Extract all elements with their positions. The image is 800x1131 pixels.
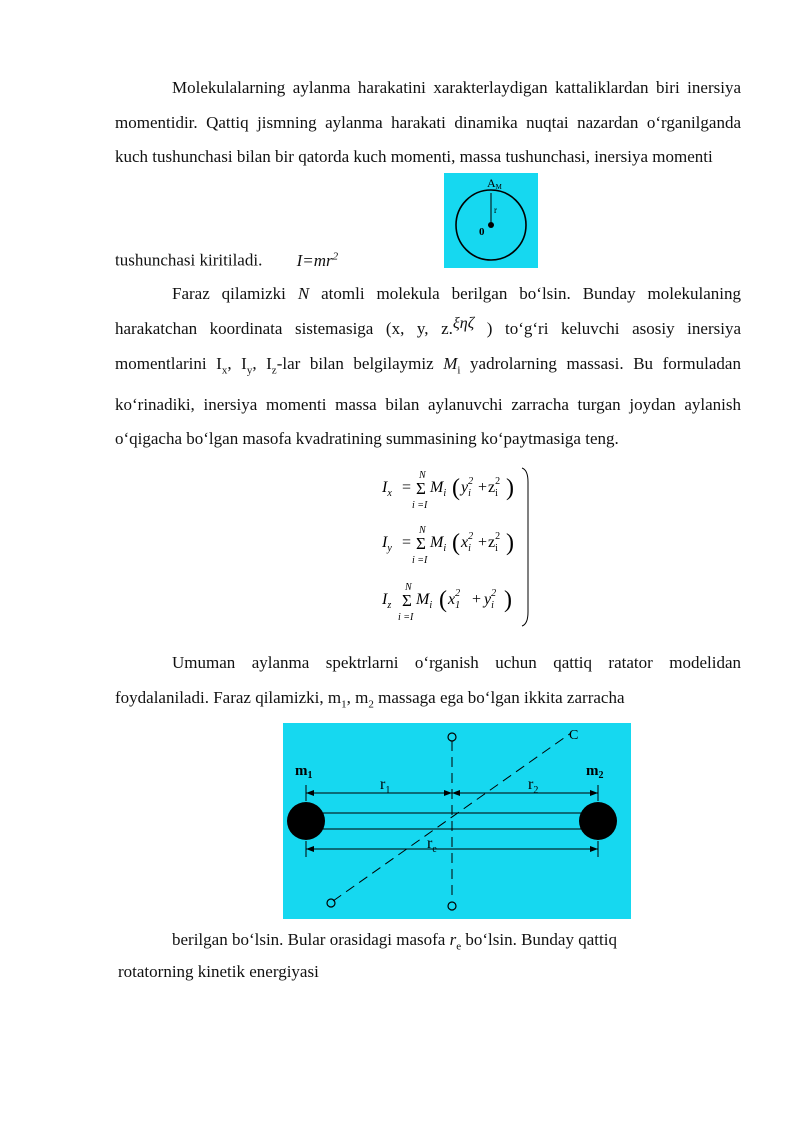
text-fragment: , I xyxy=(252,354,272,373)
svg-text:x2i: $x^2$ i xyxy=(461,531,474,554)
svg-text:Iz: $I_z$ xyxy=(382,591,392,611)
sub-e: e xyxy=(456,940,462,953)
label-r: r xyxy=(494,205,497,215)
sub-z: z xyxy=(271,364,277,377)
svg-text:=: = xyxy=(402,479,412,496)
text-fragment: berilgan bo‘lsin. Bular orasidagi masofa xyxy=(172,930,450,949)
label-r1: $r_1$ xyxy=(380,776,391,796)
paragraph-rigid-rotator xyxy=(115,646,741,721)
var-m: M xyxy=(443,354,458,373)
label-m1: $m_1$ xyxy=(295,763,313,781)
text-fragment: Umuman aylanma spektrlarni o‘rganish uchun qattiq ratator modelidan foydalaniladi. Faraz qilamizki, m xyxy=(115,653,741,707)
label-re: $r_e$ xyxy=(427,835,437,855)
inertia-equations xyxy=(372,462,547,632)
text-fragment: ) to‘g‘ri keluvchi asosiy inersiya momentlarini I xyxy=(115,318,741,373)
paragraph-text: Molekulalarning aylanma harakatini xarakterlaydigan kattaliklardan biri inersiya momentidir. Qattiq jismning aylanma harakati dinamika nuqtai nazardan o‘rganilganda kuch tushunchasi bilan bir qatorda kuch momenti, massa tushunchasi, inersiya momenti xyxy=(115,78,741,166)
paragraph-inertia-intro xyxy=(115,71,741,175)
sub-x: x xyxy=(221,364,228,377)
text-fragment: yadrolarning massasi. Bu formuladan ko‘rinadiki, inersiya momenti massa bilan aylanuvchi zarracha turgan joydan aylanish o‘qigacha bo‘lgan masofa kvadratining summasining ko‘paytmasiga teng. xyxy=(115,354,741,449)
greek-coordinates: ξηζ xyxy=(452,314,475,332)
sub-y: y xyxy=(246,364,253,377)
var-r: r xyxy=(449,930,457,949)
text-fragment: bo‘lsin. Bunday qattiq xyxy=(461,930,617,949)
svg-text:Σ: Σ xyxy=(402,591,412,610)
svg-text:i =I: i =I xyxy=(398,612,414,623)
svg-text:Mi: $M_i$ xyxy=(430,534,447,554)
svg-text:y2i: $y^2$ i xyxy=(461,476,474,499)
paragraph-distance xyxy=(172,930,617,952)
mass-2 xyxy=(579,802,617,840)
equations-brace xyxy=(522,468,528,626)
label-m2: $m_2$ xyxy=(586,763,604,781)
text-fragment: , m xyxy=(346,687,369,707)
svg-text:z2i: $z^2$ i xyxy=(488,531,501,554)
paragraph-last-line xyxy=(115,250,338,271)
svg-text:+: + xyxy=(472,591,482,608)
svg-text:Σ: Σ xyxy=(416,534,426,553)
svg-text:Mi: $M_i$ xyxy=(416,591,433,611)
equation-row-x xyxy=(381,470,514,511)
svg-text:N: N xyxy=(419,525,426,536)
svg-text:i =I: i =I xyxy=(412,555,428,566)
sub-2: 2 xyxy=(368,697,374,710)
svg-text:(: ( xyxy=(452,475,460,501)
equation-row-y xyxy=(381,525,514,566)
svg-text:y2i: $y^2$ i xyxy=(484,588,497,611)
svg-text:=: = xyxy=(402,534,412,551)
figure-background xyxy=(283,723,631,919)
svg-text:z2i: $z^2$ i xyxy=(488,476,501,499)
label-r2: $r_2$ xyxy=(528,776,539,796)
svg-text:Iy: $I_y$ xyxy=(382,534,392,554)
paragraph-kinetic-energy xyxy=(118,962,319,982)
label-c: C xyxy=(569,728,579,743)
label-a: AM xyxy=(487,176,502,191)
svg-text:N: N xyxy=(405,582,412,593)
text-fragment: massaga ega bo‘lgan ikkita zarracha xyxy=(373,687,625,707)
svg-text:i =I: i =I xyxy=(412,500,428,511)
svg-text:): ) xyxy=(504,587,512,613)
svg-text:): ) xyxy=(506,530,514,556)
label-origin: 0 xyxy=(479,226,485,238)
var-n: N xyxy=(297,284,310,303)
formula-exponent: 2 xyxy=(332,250,339,262)
last-line-text: tushunchasi kiritiladi. xyxy=(115,250,263,270)
text-fragment: -lar bilan belgilaymiz xyxy=(276,354,444,373)
text-fragment: Faraz qilamizki xyxy=(172,284,298,303)
rotation-circle-figure xyxy=(444,173,538,268)
sub-1: 1 xyxy=(341,697,347,710)
svg-text:(: ( xyxy=(439,587,447,613)
svg-text:+: + xyxy=(478,534,488,551)
inertia-formula xyxy=(297,251,339,270)
svg-text:+: + xyxy=(478,479,488,496)
text-fragment: , I xyxy=(227,354,247,373)
text-fragment: atomli molekula berilgan bo‘lsin. Bunday molekulaning harakatchan koordinata sistemasiga (x, y, z. xyxy=(115,284,741,338)
sub-i: i xyxy=(457,364,461,377)
paragraph-molecule xyxy=(115,277,741,457)
mass-1 xyxy=(287,802,325,840)
svg-text:N: N xyxy=(419,470,426,481)
svg-text:): ) xyxy=(506,475,514,501)
text-fragment: rotatorning kinetik energiyasi xyxy=(118,962,319,981)
formula-text: I=mr xyxy=(296,250,333,270)
svg-text:Ix: $I_x$ xyxy=(382,479,392,499)
equation-row-z xyxy=(381,582,512,623)
svg-text:x21: $x^2$ 1 xyxy=(448,588,461,611)
svg-text:Mi: $M_i$ xyxy=(430,479,447,499)
svg-text:(: ( xyxy=(452,530,460,556)
rigid-rotator-figure xyxy=(283,723,631,919)
svg-text:Σ: Σ xyxy=(416,479,426,498)
center-point xyxy=(488,222,494,228)
